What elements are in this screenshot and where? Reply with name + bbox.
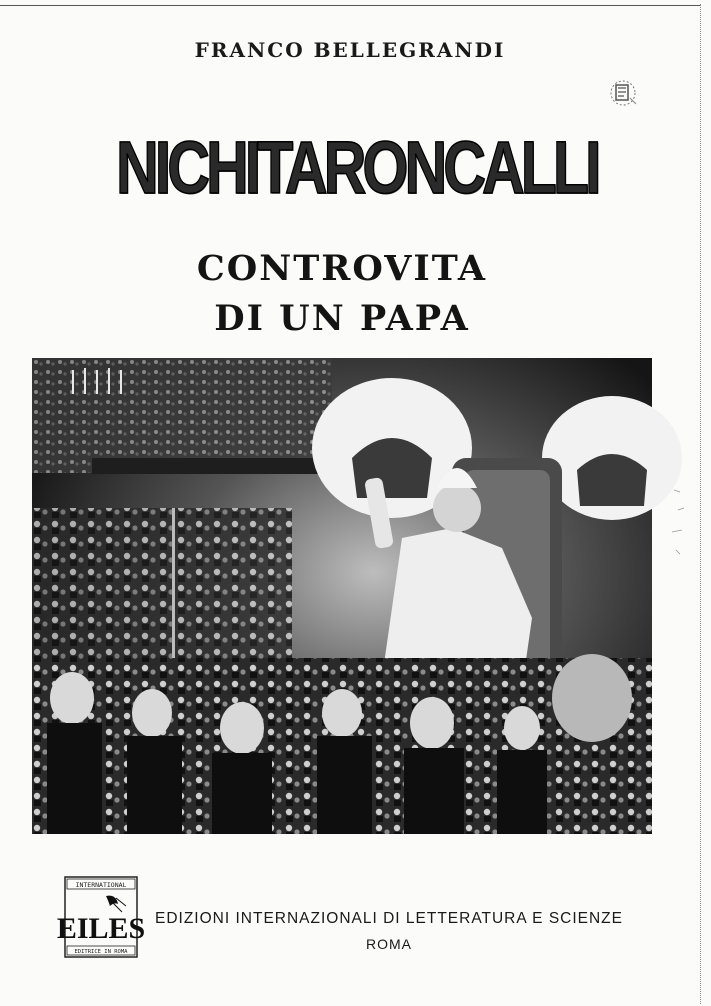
book-title: NICHITARONCALLI <box>116 126 598 209</box>
top-scan-edge <box>0 5 700 6</box>
library-stamp-icon <box>606 76 640 110</box>
logo-bottom-text: EDITRICE IN ROMA <box>74 949 128 955</box>
scan-noise-marks <box>670 480 700 560</box>
publisher-city: ROMA <box>366 936 412 952</box>
subtitle-line-2: DI UN PAPA <box>214 298 470 339</box>
publisher-logo <box>56 876 146 958</box>
logo-main-text: EILES <box>56 912 146 945</box>
author-name: FRANCO BELLEGRANDI <box>194 38 506 62</box>
papal-procession-photo <box>32 358 652 834</box>
right-scan-edge <box>700 4 701 1004</box>
publisher-name: EDIZIONI INTERNAZIONALI DI LETTERATURA E SCIENZE <box>155 910 623 927</box>
subtitle-line-1: CONTROVITA <box>196 248 488 289</box>
logo-top-text: INTERNATIONAL <box>75 881 127 889</box>
